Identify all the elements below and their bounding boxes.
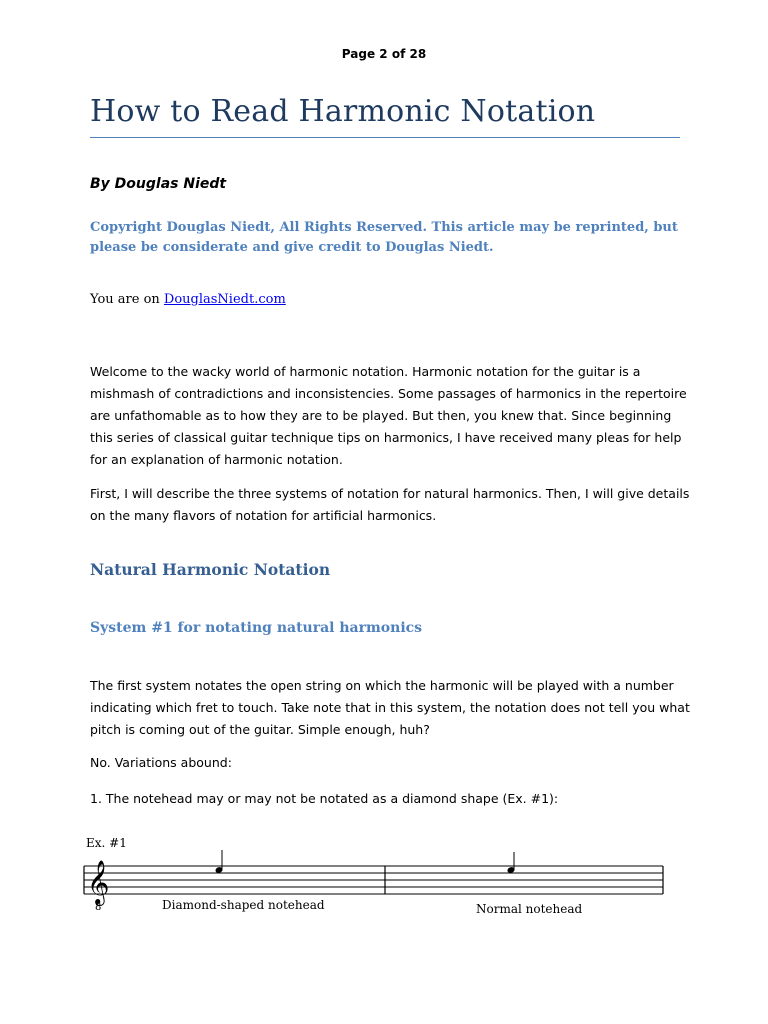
staff-lines bbox=[84, 866, 663, 894]
diamond-note bbox=[215, 850, 224, 874]
author-byline: By Douglas Niedt bbox=[90, 176, 227, 192]
subsection-heading: System #1 for notating natural harmonics bbox=[90, 620, 423, 636]
site-link[interactable]: DouglasNiedt.com bbox=[163, 292, 286, 307]
clef-octave-mark: 8 bbox=[95, 902, 102, 913]
site-prefix: You are on bbox=[90, 292, 164, 307]
example-label: Ex. #1 bbox=[86, 836, 127, 850]
variations-paragraph: No. Variations abound: bbox=[90, 755, 232, 770]
site-line bbox=[90, 292, 286, 307]
example-1-staff bbox=[80, 830, 680, 930]
treble-clef-icon: 𝄞 bbox=[87, 860, 110, 904]
page-number: Page 2 of 28 bbox=[341, 47, 427, 61]
intro-paragraph: Welcome to the wacky world of harmonic notation. Harmonic notation for the guitar is a mishmash of contradictions and inconsistencies. Some passages of harmonics in the repertoire are unfathomable as to how they are to be played. But then, you knew that. Since beginning this series of classical guitar technique tips on harmonics, I have received many pleas for help for an explanation of harmonic notation. bbox=[90, 364, 687, 467]
title-underline bbox=[90, 137, 680, 138]
copyright-notice: Copyright Douglas Niedt, All Rights Reserved. This article may be reprinted, but please be considerate and give credit to Douglas Niedt. bbox=[90, 220, 678, 255]
page-title: How to Read Harmonic Notation bbox=[90, 94, 596, 129]
caption-normal: Normal notehead bbox=[476, 902, 583, 916]
system1-paragraph: The first system notates the open string on which the harmonic will be played with a number indicating which fret to touch. Take note that in this system, the notation does not tell you what pitch is coming out of the guitar. Simple enough, huh? bbox=[90, 678, 690, 737]
item1-paragraph: 1. The notehead may or may not be notated as a diamond shape (Ex. #1): bbox=[90, 791, 559, 806]
overview-paragraph: First, I will describe the three systems of notation for natural harmonics. Then, I will give details on the many flavors of notation for artificial harmonics. bbox=[90, 486, 690, 523]
caption-diamond: Diamond-shaped notehead bbox=[162, 898, 325, 912]
normal-note bbox=[507, 852, 516, 874]
section-heading: Natural Harmonic Notation bbox=[90, 560, 331, 579]
